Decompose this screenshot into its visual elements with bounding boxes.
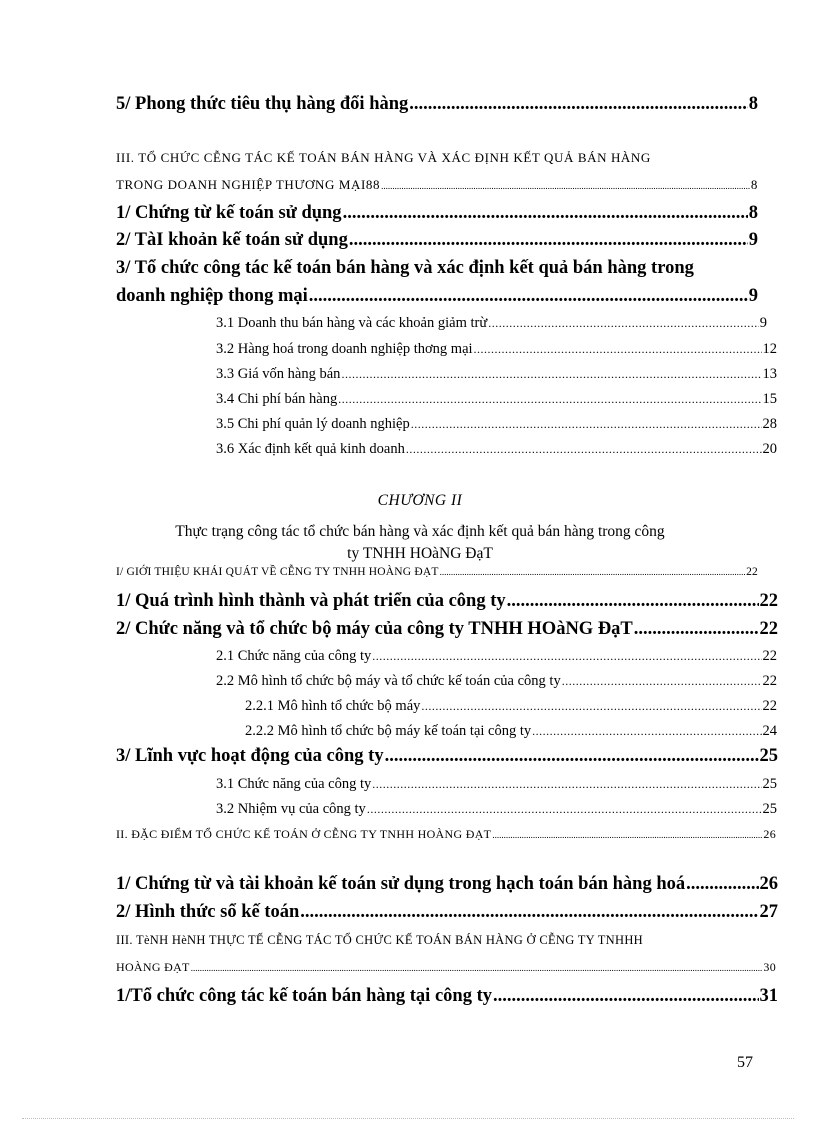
toc-entry-title[interactable]: III. TỔ CHỨC CỄNG TÁC KẾ TOÁN BÁN HÀNG VÀ XÁC ĐỊNH KẾT QUẢ BÁN HÀNG bbox=[116, 150, 651, 165]
toc-entry-title: HOÀNG ĐẠT bbox=[116, 960, 190, 974]
toc-entry-page: 26 bbox=[759, 874, 778, 894]
toc-entry[interactable] bbox=[116, 203, 758, 224]
toc-entry[interactable] bbox=[116, 177, 758, 193]
dot-leader bbox=[338, 391, 761, 408]
toc-entry[interactable] bbox=[116, 591, 778, 612]
dot-leader bbox=[493, 986, 759, 1007]
dot-leader bbox=[409, 94, 747, 115]
toc-entry-page: 15 bbox=[762, 391, 777, 407]
toc-entry-page: 8 bbox=[748, 94, 758, 114]
dot-leader bbox=[411, 416, 762, 433]
toc-entry[interactable] bbox=[216, 315, 767, 332]
toc-entry[interactable] bbox=[216, 648, 777, 665]
toc-entry-page: 20 bbox=[762, 441, 777, 457]
toc-entry[interactable] bbox=[116, 960, 776, 975]
toc-entry-page: 22 bbox=[759, 591, 778, 611]
toc-entry-page: 30 bbox=[763, 960, 776, 974]
dot-leader bbox=[440, 566, 745, 578]
toc-entry-page: 13 bbox=[762, 366, 777, 382]
toc-entry-page: 25 bbox=[762, 801, 777, 817]
toc-entry[interactable] bbox=[116, 94, 758, 115]
dot-leader bbox=[300, 902, 758, 923]
chapter-title-line: Thực trạng công tác tổ chức bán hàng và xác định kết quả bán hàng trong công bbox=[175, 523, 665, 540]
toc-entry-page: 22 bbox=[746, 566, 758, 578]
toc-entry-page: 9 bbox=[759, 315, 767, 331]
dot-leader bbox=[309, 286, 748, 307]
toc-entry[interactable] bbox=[116, 902, 778, 923]
toc-entry-page: 8 bbox=[748, 203, 758, 223]
toc-entry[interactable] bbox=[116, 827, 776, 842]
toc-entry-title: 3.2 Hàng hoá trong doanh nghiệp thơng mại bbox=[216, 341, 473, 357]
toc-entry-page: 28 bbox=[762, 416, 777, 432]
toc-entry-title: 3.2 Nhiệm vụ của công ty bbox=[216, 801, 366, 817]
dot-leader bbox=[367, 801, 762, 818]
toc-entry-page: 25 bbox=[759, 746, 778, 766]
dot-leader bbox=[488, 315, 759, 332]
toc-entry[interactable] bbox=[116, 286, 758, 307]
toc-entry-page: 31 bbox=[759, 986, 778, 1006]
dot-leader bbox=[372, 648, 761, 665]
toc-entry[interactable] bbox=[216, 341, 777, 358]
dot-leader bbox=[349, 230, 748, 251]
toc-entry-title: 1/ Chứng từ kế toán sử dụng bbox=[116, 203, 342, 223]
toc-entry[interactable] bbox=[216, 391, 777, 408]
toc-entry-title: 2.2.2 Mô hình tổ chức bộ máy kế toán tại công ty bbox=[245, 723, 532, 739]
toc-entry-title[interactable]: III. TèNH HèNH THỰC TẾ CỄNG TÁC TỔ CHỨC KẾ TOÁN BÁN HÀNG Ở CỄNG TY TNHHH bbox=[116, 933, 643, 947]
page-bottom-border bbox=[22, 1118, 794, 1119]
toc-entry-page: 24 bbox=[762, 723, 777, 739]
dot-leader bbox=[343, 203, 748, 224]
chapter-title-line: ty TNHH HOàNG ĐạT bbox=[347, 545, 493, 562]
toc-entry-page: 22 bbox=[762, 673, 777, 689]
toc-entry[interactable] bbox=[116, 986, 778, 1007]
toc-entry-page: 22 bbox=[759, 619, 778, 639]
toc-entry-title: 1/ Chứng từ và tài khoản kế toán sử dụng trong hạch toán bán hàng hoá bbox=[116, 874, 686, 894]
toc-entry-title: 3.3 Giá vốn hàng bán bbox=[216, 366, 341, 382]
toc-entry[interactable] bbox=[116, 566, 758, 578]
toc-entry-page: 12 bbox=[762, 341, 777, 357]
toc-entry-page: 26 bbox=[763, 827, 776, 841]
toc-entry-page: 27 bbox=[759, 902, 778, 922]
dot-leader bbox=[372, 776, 761, 793]
toc-entry[interactable] bbox=[216, 673, 777, 690]
dot-leader bbox=[474, 341, 762, 358]
toc-entry-page: 9 bbox=[748, 286, 758, 306]
dot-leader bbox=[532, 723, 761, 740]
toc-entry-title: 3.1 Chức năng của công ty bbox=[216, 776, 372, 792]
toc-entry[interactable] bbox=[116, 874, 778, 895]
toc-entry-title: 2.2.1 Mô hình tổ chức bộ máy bbox=[245, 698, 421, 714]
dot-leader bbox=[406, 441, 762, 458]
toc-entry-title: 2.2 Mô hình tổ chức bộ máy và tổ chức kế toán của công ty bbox=[216, 673, 561, 689]
toc-entry-title: TRONG DOANH NGHIỆP THƯƠNG MẠI88 bbox=[116, 177, 381, 192]
toc-entry[interactable] bbox=[216, 366, 777, 383]
toc-entry-page: 22 bbox=[762, 648, 777, 664]
toc-entry-title: 2/ TàI khoản kế toán sử dụng bbox=[116, 230, 348, 250]
toc-entry[interactable] bbox=[116, 746, 778, 767]
toc-entry-title: 3.1 Doanh thu bán hàng và các khoản giảm trừ bbox=[216, 315, 488, 331]
toc-entry[interactable] bbox=[245, 698, 777, 715]
page-number: 57 bbox=[737, 1054, 753, 1071]
toc-entry-title: I/ GIỚI THIỆU KHÁI QUÁT VỀ CỄNG TY TNHH HOÀNG ĐẠT bbox=[116, 566, 439, 578]
dot-leader bbox=[381, 177, 750, 193]
dot-leader bbox=[492, 827, 762, 842]
toc-entry-title: 2/ Chức năng và tổ chức bộ máy của công ty TNHH HOàNG ĐạT bbox=[116, 619, 633, 639]
dot-leader bbox=[191, 960, 763, 975]
dot-leader bbox=[507, 591, 759, 612]
toc-entry-title[interactable]: 3/ Tổ chức công tác kế toán bán hàng và xác định kết quả bán hàng trong bbox=[116, 258, 694, 278]
toc-entry[interactable] bbox=[216, 801, 777, 818]
toc-entry[interactable] bbox=[116, 230, 758, 251]
toc-entry[interactable] bbox=[216, 441, 777, 458]
toc-entry-page: 9 bbox=[748, 230, 758, 250]
dot-leader bbox=[421, 698, 761, 715]
toc-entry-title: 3.5 Chi phí quản lý doanh nghiệp bbox=[216, 416, 410, 432]
toc-entry-title: 3.4 Chi phí bán hàng bbox=[216, 391, 338, 407]
toc-entry[interactable] bbox=[245, 723, 777, 740]
dot-leader bbox=[562, 673, 762, 690]
toc-entry-title: 1/ Quá trình hình thành và phát triển của công ty bbox=[116, 591, 506, 611]
dot-leader bbox=[385, 746, 759, 767]
toc-entry-page: 22 bbox=[762, 698, 777, 714]
toc-entry[interactable] bbox=[216, 776, 777, 793]
toc-entry-title: 2.1 Chức năng của công ty bbox=[216, 648, 372, 664]
toc-entry-title: 2/ Hình thức sổ kế toán bbox=[116, 902, 300, 922]
toc-entry-title: II. ĐẶC ĐIỂM TỔ CHỨC KẾ TOÁN Ở CỄNG TY TNHH HOÀNG ĐẠT bbox=[116, 827, 492, 841]
toc-entry-title: 5/ Phong thức tiêu thụ hàng đổi hàng bbox=[116, 94, 409, 114]
dot-leader bbox=[686, 874, 758, 895]
toc-entry-page: 8 bbox=[750, 177, 758, 192]
toc-entry[interactable] bbox=[216, 416, 777, 433]
toc-entry-title: 1/Tổ chức công tác kế toán bán hàng tại công ty bbox=[116, 986, 492, 1006]
dot-leader bbox=[341, 366, 761, 383]
dot-leader bbox=[634, 619, 759, 640]
toc-entry-title: 3.6 Xác định kết quả kinh doanh bbox=[216, 441, 405, 457]
toc-entry-title: 3/ Lĩnh vực hoạt động của công ty bbox=[116, 746, 384, 766]
toc-entry[interactable] bbox=[116, 619, 778, 640]
toc-entry-page: 25 bbox=[762, 776, 777, 792]
chapter-heading: CHƯƠNG II bbox=[377, 492, 463, 509]
toc-entry-title: doanh nghiệp thong mại bbox=[116, 286, 308, 306]
